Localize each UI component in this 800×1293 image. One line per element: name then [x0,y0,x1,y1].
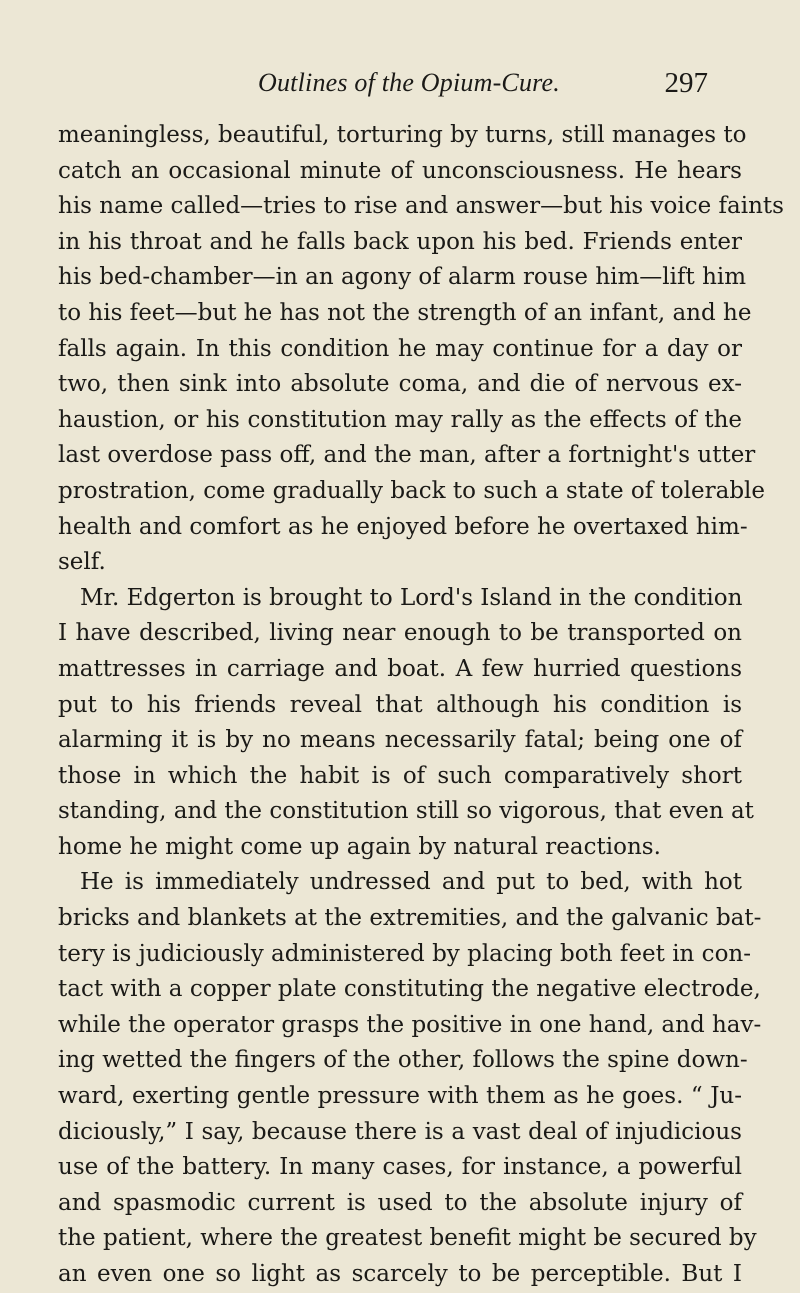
text-line: and spasmodic current is used to the absolute injury of [58,1189,742,1216]
text-line: put to his friends reveal that although his condition is [58,691,742,718]
running-head [258,68,708,112]
running-title: Outlines of the Opium-Cure. [258,68,560,97]
text-line: I have described, living near enough to be transported on [58,620,742,647]
text-line: use of the battery. In many cases, for instance, a powerful [58,1154,742,1181]
text-line: in his throat and he falls back upon his bed. Friends enter [58,228,742,255]
text-line: health and comfort as he enjoyed before he overtaxed him- [58,513,748,540]
text-line: bricks and blankets at the extremities, and the galvanic bat- [58,905,762,932]
text-line: home he might come up again by natural reactions. [58,833,661,860]
text-line: standing, and the constitution still so vigorous, that even at [58,798,754,825]
text-line: tact with a copper plate constituting the negative electrode, [58,976,761,1003]
text-line: those in which the habit is of such comparatively short [58,762,742,789]
text-line: to his feet—but he has not the strength of an infant, and he [58,299,752,326]
text-line: He is immediately undressed and put to bed, with hot [80,869,742,896]
text-line: tery is judiciously administered by placing both feet in con- [58,940,751,967]
body-text [58,118,784,1293]
text-line: alarming it is by no means necessarily fatal; being one of [58,727,742,754]
text-line: the patient, where the greatest benefit might be secured by [58,1225,757,1252]
text-line: diciously,” I say, because there is a vast deal of injudicious [58,1118,742,1145]
text-line: self. [58,549,106,576]
text-line: Mr. Edgerton is brought to Lord's Island in the condition [80,584,743,611]
text-line: mattresses in carriage and boat. A few hurried questions [58,655,742,682]
text-line: while the operator grasps the positive in one hand, and hav- [58,1011,762,1038]
text-line: an even one so light as scarcely to be perceptible. But I [58,1261,742,1287]
text-line: ward, exerting gentle pressure with them as he goes. “ Ju- [58,1083,742,1110]
text-line: prostration, come gradually back to such a state of tolerable [58,477,766,504]
text-line: catch an occasional minute of unconsciousness. He hears [58,157,742,184]
text-line: falls again. In this condition he may continue for a day or [58,335,742,362]
text-line: ing wetted the fingers of the other, follows the spine down- [58,1047,748,1074]
page-number: 297 [664,67,708,99]
text-line: his bed-chamber—in an agony of alarm rouse him—lift him [58,264,747,291]
text-line: meaningless, beautiful, torturing by turns, still manages to [58,122,747,148]
text-line: two, then sink into absolute coma, and die of nervous ex- [58,371,742,398]
text-line: last overdose pass off, and the man, after a fortnight's utter [58,442,756,469]
text-line: haustion, or his constitution may rally as the effects of the [58,406,742,433]
text-line: his name called—tries to rise and answer—but his voice faints [58,193,784,220]
